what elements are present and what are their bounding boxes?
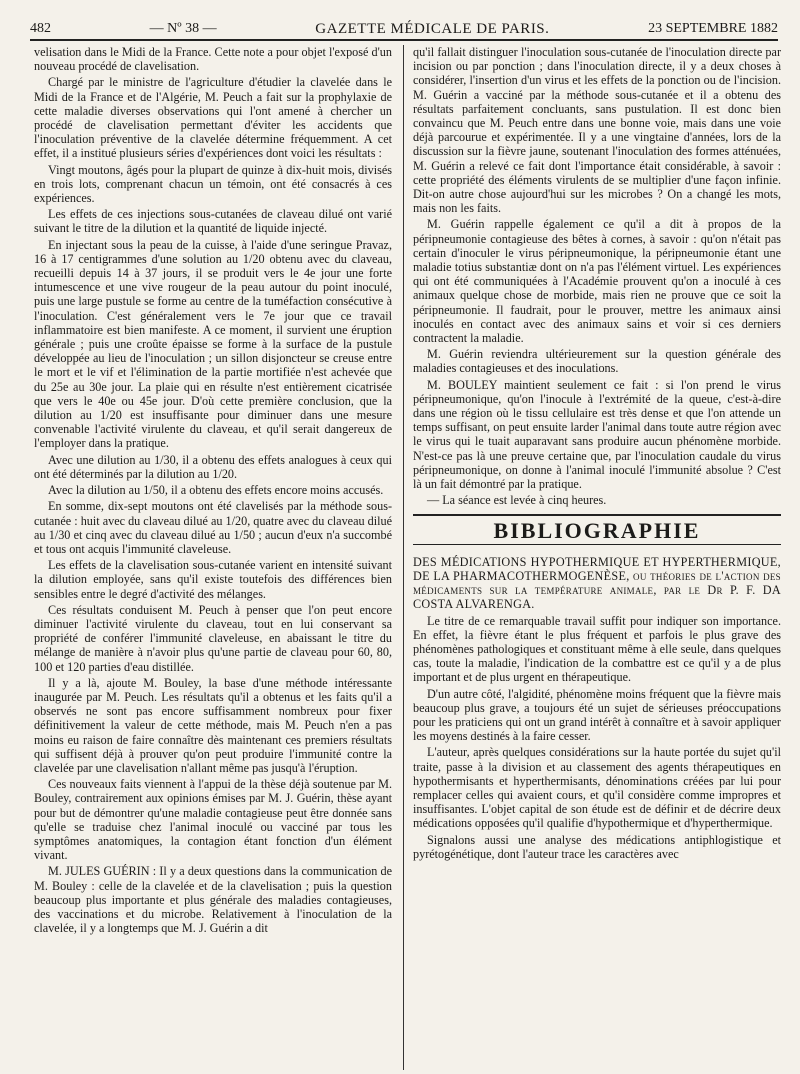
paragraph: D'un autre côté, l'algidité, phénomène moins fréquent que la fièvre mais beaucoup plus grave, a toujours été un sujet de sérieuses préoccupations pour les praticiens qui ont un grand intérêt à connaître et à savoir appliquer les moyens destinés à la faire cesser.	[413, 686, 781, 744]
bibliography-entry: DES MÉDICATIONS HYPOTHERMIQUE ET HYPERTHERMIQUE, DE LA PHARMACOTHERMOGENÈSE, ou théories de l'action des médicaments sur la température animale, par le Dr P. F. DA COSTA ALVARENGA.	[413, 554, 781, 612]
paragraph: Signalons aussi une analyse des médications antiphlogistique et pyrétogénétique, dont l'auteur trace les caractères avec	[413, 832, 781, 861]
paragraph: En somme, dix-sept moutons ont été clavelisés par la méthode sous-cutanée : huit avec du claveau dilué au 1/20, quatre avec du claveau dilué au 1/30 et cinq avec du claveau dilué au 1/50 ; aucun d'eux n'a succombé et tous ont acquis l'immunité claveleuse.	[34, 499, 392, 556]
right-column	[413, 45, 781, 1074]
paragraph: Vingt moutons, âgés pour la plupart de quinze à dix-huit mois, divisés en trois lots, comprenant chacun un témoin, ont été consacrés à ces expériences.	[34, 162, 392, 206]
paragraph: Le titre de ce remarquable travail suffit pour indiquer son importance. En effet, la fièvre étant le plus fréquent et parfois le plus grave des phénomènes pathologiques et constituant même à elle seule, dans quelques cas, toute la maladie, l'indication de la combattre est ce qu'il y a de plus important et de plus urgent en thérapeutique.	[413, 613, 781, 685]
paragraph: Avec la dilution au 1/50, il a obtenu des effets encore moins accusés.	[48, 483, 384, 498]
session-closing: — La séance est levée à cinq heures.	[427, 493, 607, 508]
paragraph: velisation dans le Midi de la France. Cette note a pour objet l'exposé d'un nouveau procédé de clavelisation.	[34, 45, 392, 74]
paragraph: Ces résultats conduisent M. Peuch à penser que l'on peut encore diminuer l'activité virulente du claveau, tout en lui conservant sa propriété de conférer l'immunité claveleuse, en abaissant le titre du mélange de manière à n'avoir plus qu'une partie de claveau pour 60, 80, 100 et 120 parties d'eau distillée.	[34, 602, 392, 674]
paragraph: M. JULES GUÉRIN : Il y a deux questions dans la communication de M. Bouley : celle de la clavelée et de la clavelisation ; puis la question beaucoup plus importante et plus générale des maladies contagieuses, des vaccinations et du microbe. Relativement à l'inoculation de la clavelée, il y a longtemps que M. J. Guérin a dit	[34, 864, 392, 936]
paragraph: M. BOULEY maintient seulement ce fait : si l'on prend le virus péripneumonique, qu'on l'inocule à l'extrémité de la queue, c'est-à-dire dans une région où le tissu cellulaire est très dense et que l'on attende un temps suffisant, on peut ensuite larder l'animal dans toute autre région avec le virus qui le tuait auparavant sans produire aucun phénomène morbide. N'est-ce pas là une preuve certaine que, par l'inoculation caudale du virus péripneumonique, on donne à l'animal inoculé l'immunité absolue ? C'est là un fait démontré par la pratique.	[413, 377, 781, 492]
paragraph: M. Guérin reviendra ultérieurement sur la question générale des maladies contagieuses et des inoculations.	[413, 347, 781, 376]
paragraph: M. Guérin rappelle également ce qu'il a dit à propos de la péripneumonie contagieuse des bêtes à cornes, à savoir : qu'on n'était pas certain d'inoculer le virus péripneumonique, la péripneumonie étant une maladie totius substantiæ dont on n'a pas l'élément virtuel. Les expériences qui ont été communiquées à l'Académie prouvent qu'on a inoculé à ces animaux quelque chose de morbide, mais rien ne prouve que ce soit la péripneumonie. Il faudrait, pour le prouver, mettre les animaux ainsi inoculés en contact avec des animaux sains et voir si ces derniers contractent la maladie.	[413, 217, 781, 346]
left-column	[34, 45, 392, 1074]
journal-title: GAZETTE MÉDICALE DE PARIS.	[315, 20, 550, 37]
column-divider	[403, 45, 404, 1070]
paragraph: Chargé par le ministre de l'agriculture d'étudier la clavelée dans le Midi de la France et de l'Algérie, M. Peuch a fait sur la prophylaxie de cette maladie diverses observations qui l'ont amené à chercher un procédé de clavelisation permettant d'éviter les accidents que l'inoculation préventive de la clavelée détermine fréquemment. A cet effet, il a institué plusieurs séries d'expériences dont voici les résultats :	[34, 75, 392, 161]
paragraph: Avec une dilution au 1/30, il a obtenu des effets analogues à ceux qui ont été déterminés par la dilution au 1/20.	[34, 452, 392, 481]
page-header	[30, 10, 778, 41]
page-number: 482	[30, 20, 51, 36]
issue-number: — Nº 38 —	[149, 20, 217, 36]
paragraph: Il y a là, ajoute M. Bouley, la base d'une méthode intéressante inaugurée par M. Peuch. Les résultats qu'il a obtenus et les faits qu'il a observés ne sont pas encore suffisamment nombreux pour fixer définitivement la valeur de cette méthode, mais M. Peuch n'en a pas moins eu raison de faire connaître dès maintenant ces premiers résultats qui suffisent déjà à prouver qu'on peut produire l'immunité contre la clavelée par une clavelisation n'allant même pas jusqu'à l'éruption.	[34, 675, 392, 775]
paragraph: Ces nouveaux faits viennent à l'appui de la thèse déjà soutenue par M. Bouley, contrairement aux opinions émises par M. J. Guérin, thèse ayant pour but de démontrer qu'une maladie contagieuse peut être donnée sans qu'elle se traduise chez l'animal inoculé ou vacciné par tous les symptômes anatomiques, la contagion étant fonction d'un élément vivant.	[34, 777, 392, 863]
paragraph: qu'il fallait distinguer l'inoculation sous-cutanée de l'inoculation directe par incision ou par ponction ; dans l'inoculation directe, il y a deux choses à considérer, l'insertion d'un virus et les effets de la ponction ou de l'incision. M. Guérin a vacciné par la méthode sous-cutanée et il a obtenu des résultats parfaitement concluants, sans pustulation. Il est donc bien convaincu que M. Peuch entre dans une bonne voie, mais dans une voie déjà parcourue et expérimentée. Il y a une vingtaine d'années, lors de la discussion sur la fièvre jaune, soutenant l'inoculation des formes atténuées, M. Guérin a relevé ce fait dont l'importance était considérable, à savoir : cette propriété des éléments virulents de se multiplier d'une façon infinie. Dit-on autre chose aujourd'hui sur les microbes ? On a changé les mots, mais non les faits.	[413, 45, 781, 216]
paragraph: L'auteur, après quelques considérations sur la haute portée du sujet qu'il traite, passe à la division et au classement des agents thérapeutiques en hypothermisants et hyperthermisants, dénominations créées par lui pour remplacer celles qui avaient cours, et qu'il considère comme impropres et insuffisantes. L'objet capital de son étude est de définir et de décrire deux médications opposées qu'il qualifie d'hypothermique et d'hyperthermique.	[413, 745, 781, 831]
paragraph: Les effets de la clavelisation sous-cutanée varient en intensité suivant la dilution employée, sans qu'il existe toutefois des différences bien sensibles entre le degré d'activité des mélanges.	[34, 558, 392, 601]
paragraph: Les effets de ces injections sous-cutanées de claveau dilué ont varié suivant le titre de la dilution et la quantité de liquide injecté.	[34, 207, 392, 236]
bibliography-heading: BIBLIOGRAPHIE	[413, 514, 781, 545]
paragraph: En injectant sous la peau de la cuisse, à l'aide d'une seringue Pravaz, 16 à 17 centigrammes d'une solution au 1/20 obtenu avec du claveau, recueilli depuis 14 à 37 jours, il se produit vers le 4e jour une forte intumescence et une vive rougeur de la peau autour du point inoculé, puis une large pustule se forme au centre de la tuméfaction consécutive à l'inoculation. C'est généralement vers le 7e jour que ce travail inflammatoire est bien manifeste. A ce moment, il survient une éruption générale ; puis une croûte épaisse se forme à la surface de la pustule développée au lieu de l'inoculation ; un sillon disjoncteur se creuse entre le mort et le vif et l'élimination de la partie mortifiée n'est achevée que du 25e au 30e jour. La plaie qui en résulte n'est entièrement cicatrisée que vers le 40e ou 45e jour. D'où cette première conclusion, que la dilution au 1/20 est insuffisante pour diminuer dans une mesure convenable l'activité virulente du claveau, et qu'il serait dangereux de l'employer dans la pratique.	[34, 237, 392, 451]
issue-date: 23 SEPTEMBRE 1882	[648, 20, 778, 36]
